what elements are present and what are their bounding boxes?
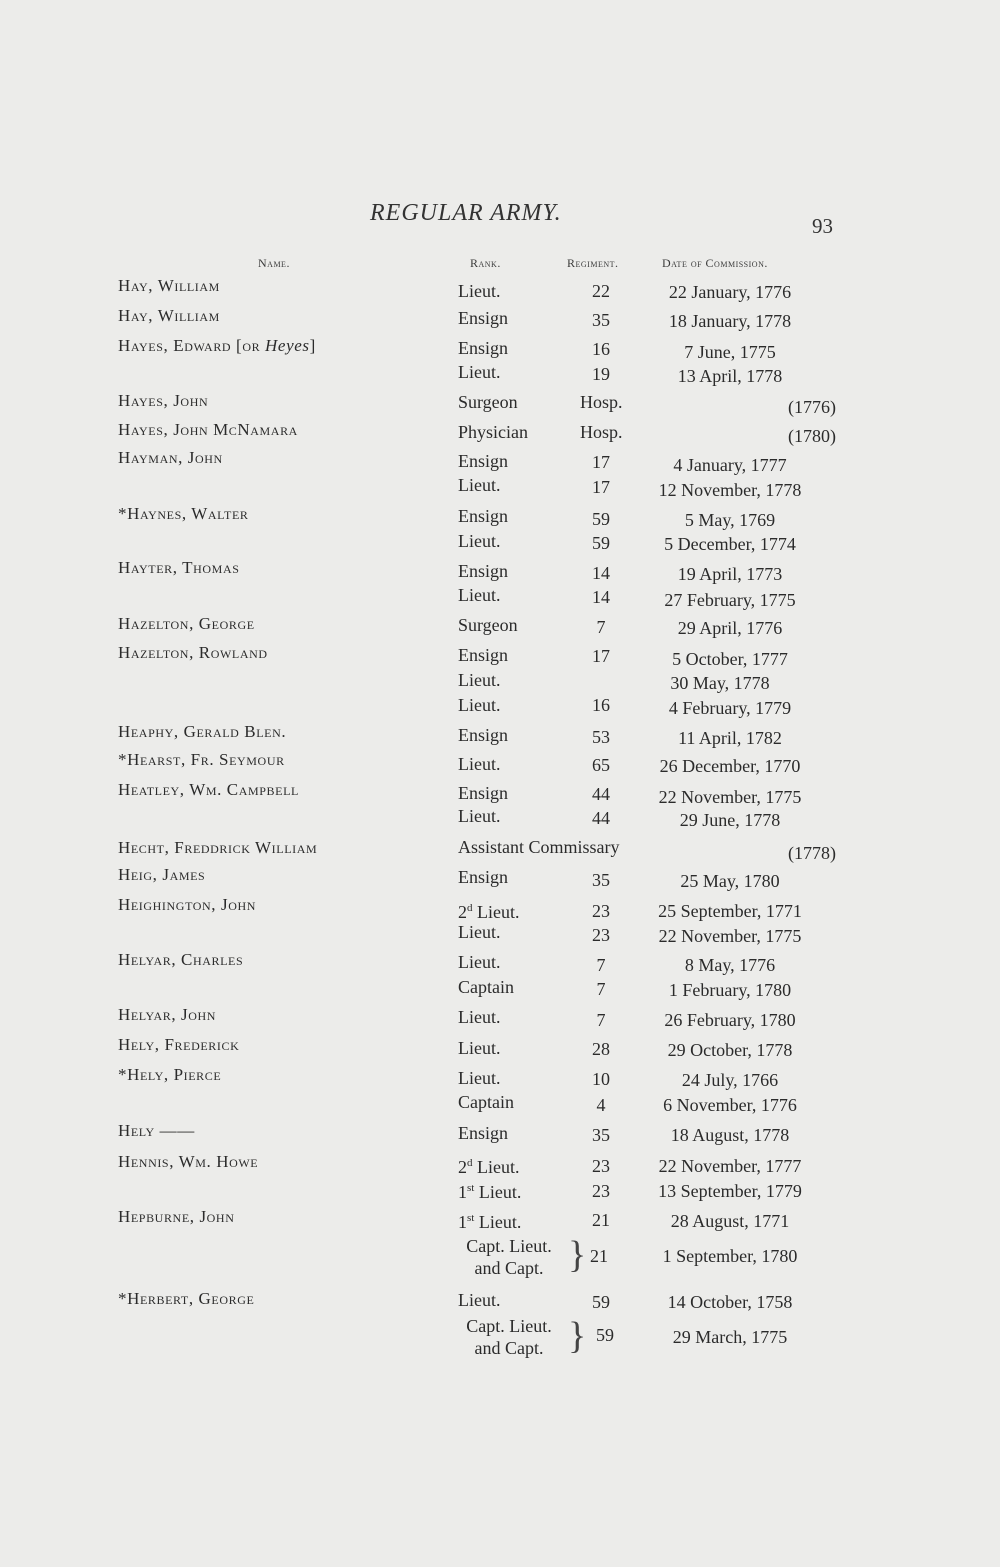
entry-date: 29 April, 1776 <box>677 618 783 638</box>
entry-date: 13 April, 1778 <box>677 366 783 386</box>
entry-rank: Lieut. <box>458 1290 501 1310</box>
entry-rank: 1st Lieut. <box>458 1182 522 1202</box>
entry-regiment: 35 <box>592 1125 610 1145</box>
entry-regiment: 17 <box>592 477 610 497</box>
entry-date: 5 December, 1774 <box>664 534 796 554</box>
column-header-date: Date of Commission. <box>662 256 768 270</box>
entry-rank: Ensign <box>458 1123 509 1143</box>
entry-date: 1 February, 1780 <box>668 980 792 1000</box>
entry-regiment: Hosp. <box>580 392 623 412</box>
entry-date: 27 February, 1775 <box>664 590 796 610</box>
entry-regiment: 44 <box>592 808 610 828</box>
entry-rank: Lieut. <box>458 952 501 972</box>
entry-name: Hennis, Wm. Howe <box>118 1152 259 1171</box>
entry-name: *Hely, Pierce <box>118 1065 222 1084</box>
entry-regiment: 59 <box>596 1325 614 1345</box>
entry-rank: 1st Lieut. <box>458 1212 522 1232</box>
entry-name: *Hearst, Fr. Seymour <box>118 750 285 769</box>
entry-rank: Lieut. <box>458 585 501 605</box>
brace-icon: } <box>568 1315 587 1357</box>
entry-rank: Lieut. <box>458 1068 501 1088</box>
column-header-rank: Rank. <box>470 256 501 270</box>
entry-rank: Assistant Commissary <box>458 837 620 857</box>
entry-regiment: 10 <box>592 1069 610 1089</box>
entry-rank: 2$^d$ Lieut. <box>458 1157 520 1177</box>
entry-rank: Lieut. <box>458 754 501 774</box>
entry-regiment: 16 <box>592 339 610 359</box>
entry-regiment: 19 <box>592 364 610 384</box>
entry-date: 4 January, 1777 <box>673 455 787 475</box>
entry-regiment: 28 <box>592 1039 610 1059</box>
entry-date: 22 November, 1775 <box>658 926 802 946</box>
entry-rank-line2: and Capt. <box>474 1338 544 1358</box>
entry-regiment: 7 <box>596 979 606 999</box>
entry-date: 1 September, 1780 <box>662 1246 798 1266</box>
entry-rank: Lieut. <box>458 475 501 495</box>
entry-date: 24 July, 1766 <box>681 1070 779 1090</box>
entry-regiment: 23 <box>592 901 610 921</box>
entry-regiment: Hosp. <box>580 422 623 442</box>
entry-name: Hayes, John <box>118 391 209 410</box>
entry-regiment: 21 <box>592 1210 610 1230</box>
entry-rank-line1: Capt. Lieut. <box>466 1316 552 1336</box>
entry-date: 7 June, 1775 <box>684 342 776 362</box>
entry-rank: Ensign <box>458 506 509 526</box>
entry-rank: Physician <box>458 422 528 442</box>
entry-date: 18 January, 1778 <box>668 311 792 331</box>
entry-date: 22 November, 1777 <box>658 1156 802 1176</box>
entry-name: Hepburne, John <box>118 1207 235 1226</box>
entry-rank: Captain <box>458 977 514 997</box>
entry-rank-line2: and Capt. <box>474 1258 544 1278</box>
entry-regiment: 53 <box>592 727 610 747</box>
entry-rank: Ensign <box>458 783 509 803</box>
entry-date: 19 April, 1773 <box>677 564 783 584</box>
entry-rank: Lieut. <box>458 281 501 301</box>
entry-rank: Surgeon <box>458 615 518 635</box>
entry-rank: 2$^d$ Lieut. <box>458 902 520 922</box>
entry-name: Hay, William <box>118 306 220 325</box>
entry-name: Hecht, Freddrick William <box>118 838 318 857</box>
entry-regiment: 23 <box>592 1181 610 1201</box>
entry-date: 12 November, 1778 <box>658 480 802 500</box>
entry-date: 25 May, 1780 <box>680 871 780 891</box>
entry-rank: Lieut. <box>458 922 501 942</box>
entry-regiment: 22 <box>592 281 610 301</box>
entry-regiment: 14 <box>592 563 610 583</box>
entry-date: 26 December, 1770 <box>659 756 801 776</box>
entry-rank: Surgeon <box>458 392 518 412</box>
entry-date: 6 November, 1776 <box>663 1095 797 1115</box>
entry-regiment: 65 <box>592 755 610 775</box>
entry-date: 25 September, 1771 <box>658 901 802 921</box>
entry-name: Hazelton, George <box>118 614 255 633</box>
entry-rank: Ensign <box>458 561 509 581</box>
entry-date: 18 August, 1778 <box>670 1125 790 1145</box>
entry-name: Heaphy, Gerald Blen. <box>118 722 287 741</box>
entry-regiment: 59 <box>592 1292 610 1312</box>
entry-name: Helyar, John <box>118 1005 217 1024</box>
entry-rank: Ensign <box>458 725 509 745</box>
entry-regiment: 16 <box>592 695 610 715</box>
entry-regiment: 4 <box>596 1095 606 1115</box>
entry-regiment: 23 <box>592 1156 610 1176</box>
entry-name: Heatley, Wm. Campbell <box>118 780 299 799</box>
entry-date: 29 March, 1775 <box>672 1327 788 1347</box>
entry-name: Helyar, Charles <box>118 950 244 969</box>
entry-regiment: 59 <box>592 533 610 553</box>
entry-rank: Ensign <box>458 645 509 665</box>
entry-rank: Ensign <box>458 451 509 471</box>
entry-date: 5 October, 1777 <box>672 649 788 669</box>
entry-date: 22 November, 1775 <box>658 787 802 807</box>
entry-date: (1776) <box>788 397 836 417</box>
entry-date: 30 May, 1778 <box>670 673 770 693</box>
entry-name: Hayter, Thomas <box>118 558 240 577</box>
entry-name: Hayes, John McNamara <box>118 420 298 439</box>
entry-date: 5 May, 1769 <box>684 510 776 530</box>
column-header-regiment: Regiment. <box>567 256 619 270</box>
entry-date: (1778) <box>788 843 836 863</box>
entry-date: 14 October, 1758 <box>667 1292 793 1312</box>
entry-regiment: 17 <box>592 646 610 666</box>
page-number: 93 <box>812 214 833 238</box>
entry-date: 29 October, 1778 <box>667 1040 793 1060</box>
entry-date: 13 September, 1779 <box>658 1181 802 1201</box>
entry-regiment: 21 <box>590 1246 608 1266</box>
entry-date: 22 January, 1776 <box>668 282 792 302</box>
entry-name: Heig, James <box>118 865 206 884</box>
entry-rank-line1: Capt. Lieut. <box>466 1236 552 1256</box>
entry-name: Hayman, John <box>118 448 223 467</box>
entry-regiment: 44 <box>592 784 610 804</box>
entry-name: Heighington, John <box>118 895 257 914</box>
running-title: REGULAR ARMY. <box>370 200 562 226</box>
entry-regiment: 59 <box>592 509 610 529</box>
entry-regiment: 7 <box>596 617 606 637</box>
entry-name: Hely —— <box>118 1121 195 1140</box>
entry-regiment: 35 <box>592 870 610 890</box>
entry-name: *Herbert, George <box>118 1289 255 1308</box>
entry-date: 4 February, 1779 <box>668 698 792 718</box>
entry-rank: Lieut. <box>458 1007 501 1027</box>
entry-date: 26 February, 1780 <box>664 1010 796 1030</box>
entry-name: Hely, Frederick <box>118 1035 240 1054</box>
entry-date: 8 May, 1776 <box>684 955 776 975</box>
entry-regiment: 17 <box>592 452 610 472</box>
entry-regiment: 14 <box>592 587 610 607</box>
entry-rank: Ensign <box>458 338 509 358</box>
entry-date: 11 April, 1782 <box>678 728 782 748</box>
entry-rank: Lieut. <box>458 531 501 551</box>
entry-name: *Haynes, Walter <box>118 504 249 523</box>
entry-rank: Lieut. <box>458 1038 501 1058</box>
entry-rank: Lieut. <box>458 695 501 715</box>
entry-name: Hay, William <box>118 276 220 295</box>
entry-name: Hazelton, Rowland <box>118 643 268 662</box>
entry-regiment: 23 <box>592 925 610 945</box>
entry-rank: Lieut. <box>458 362 501 382</box>
entry-rank: Ensign <box>458 308 509 328</box>
entry-rank: Captain <box>458 1092 514 1112</box>
entry-date: 28 August, 1771 <box>670 1211 790 1231</box>
entry-regiment: 7 <box>596 1010 606 1030</box>
entry-regiment: 7 <box>596 955 606 975</box>
entry-date: 29 June, 1778 <box>679 810 781 830</box>
entry-regiment: 35 <box>592 310 610 330</box>
entry-date: (1780) <box>788 426 836 446</box>
brace-icon: } <box>568 1234 587 1276</box>
entry-rank: Lieut. <box>458 806 501 826</box>
column-header-name: Name. <box>258 256 290 270</box>
entry-name: Hayes, Edward [or Heyes] <box>118 336 316 355</box>
entry-rank: Ensign <box>458 867 509 887</box>
entry-rank: Lieut. <box>458 670 501 690</box>
